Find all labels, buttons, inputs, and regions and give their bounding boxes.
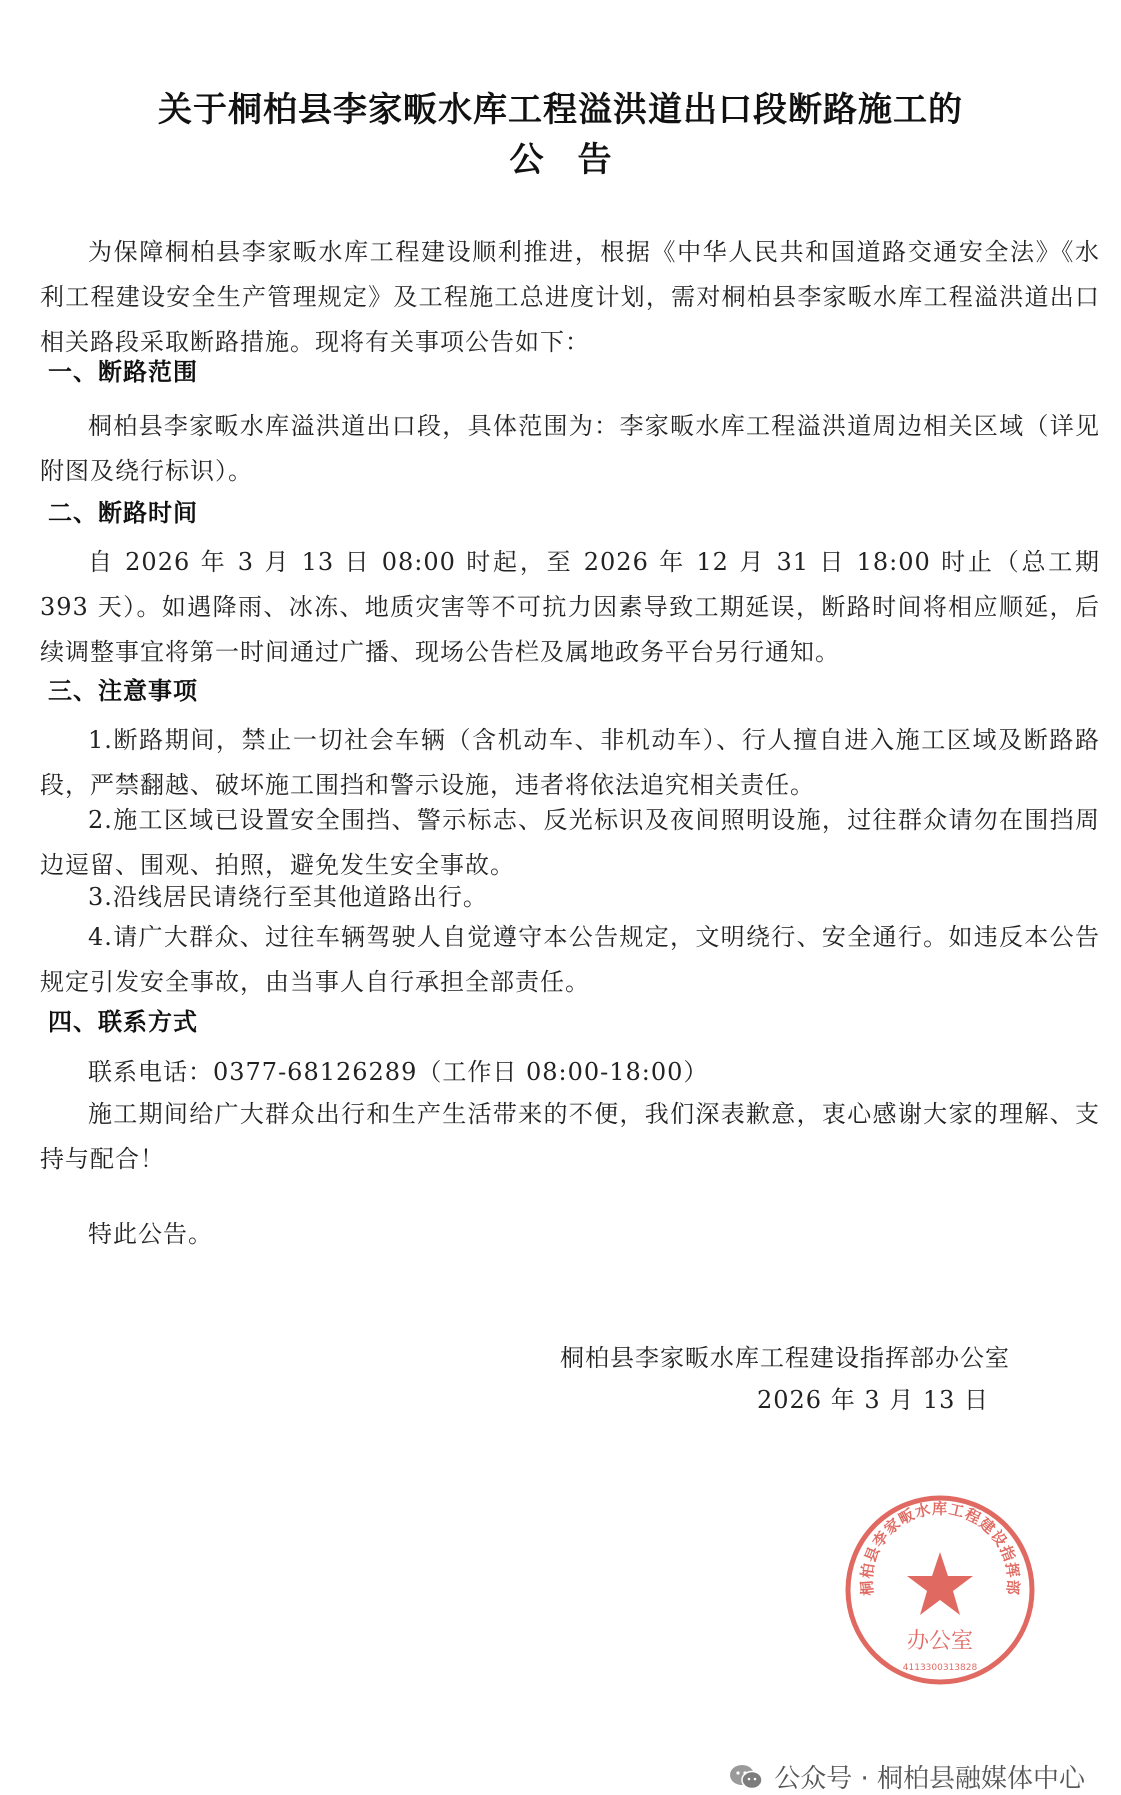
section-heading-contact: 四、联系方式 <box>48 1008 198 1036</box>
intro-paragraph: 为保障桐柏县李家畈水库工程建设顺利推进，根据《中华人民共和国道路交通安全法》《水利工程建设安全生产管理规定》及工程施工总进度计划，需对桐柏县李家畈水库工程溢洪道出口相关路段采取断路措施。现将有关事项公告如下： <box>40 238 1100 356</box>
svg-text:桐柏县李家畈水库工程建设指挥部: 桐柏县李家畈水库工程建设指挥部 <box>857 1499 1023 1597</box>
notice-title: 关于桐柏县李家畈水库工程溢洪道出口段断路施工的 <box>158 90 963 130</box>
svg-text:办公室: 办公室 <box>906 1629 974 1654</box>
signature-organization: 桐柏县李家畈水库工程建设指挥部办公室 <box>560 1344 1010 1372</box>
notes-item-2: 2.施工区域已设置安全围挡、警示标志、反光标识及夜间照明设施，过往群众请勿在围挡周边逗留、围观、拍照，避免发生安全事故。 <box>40 806 1100 879</box>
wechat-icon <box>728 1763 764 1791</box>
notes-item-3: 3.沿线居民请绕行至其他道路出行。 <box>88 883 488 911</box>
wechat-footer <box>728 1758 1085 1795</box>
notes-item-4: 4.请广大群众、过往车辆驾驶人自觉遵守本公告规定，文明绕行、安全通行。如违反本公告规定引发安全事故，由当事人自行承担全部责任。 <box>40 923 1100 996</box>
section-heading-range: 一、断路范围 <box>48 358 198 386</box>
footer-account-name: 公众号 · 桐柏县融媒体中心 <box>774 1764 1085 1794</box>
closing-text: 特此公告。 <box>88 1220 213 1248</box>
signature-date: 2026 年 3 月 13 日 <box>757 1386 990 1414</box>
range-paragraph: 桐柏县李家畈水库溢洪道出口段，具体范围为：李家畈水库工程溢洪道周边相关区域（详见附图及绕行标识）。 <box>40 412 1100 485</box>
section-heading-notes: 三、注意事项 <box>48 677 198 705</box>
notice-title-subtitle: 公告 <box>509 140 646 180</box>
notes-item-1: 1.断路期间，禁止一切社会车辆（含机动车、非机动车）、行人擅自进入施工区域及断路路段，严禁翻越、破坏施工围挡和警示设施，违者将依法追究相关责任。 <box>40 726 1100 799</box>
official-seal-stamp <box>840 1490 1040 1690</box>
apology-paragraph: 施工期间给广大群众出行和生产生活带来的不便，我们深表歉意，衷心感谢大家的理解、支持与配合！ <box>40 1100 1100 1173</box>
section-heading-time: 二、断路时间 <box>48 499 198 527</box>
svg-text:4113300313828: 4113300313828 <box>902 1663 978 1673</box>
time-paragraph: 自 2026 年 3 月 13 日 08:00 时起，至 2026 年 12 月 31 日 18:00 时止（总工期 393 天）。如遇降雨、冰冻、地质灾害等不可抗力因素导致工期延误，断路时间将相应顺延，后续调整事宜将第一时间通过广播、现场公告栏及属地政务平台另行通知。 <box>40 548 1100 666</box>
contact-phone: 联系电话：0377-68126289（工作日 08:00-18:00） <box>88 1058 709 1086</box>
